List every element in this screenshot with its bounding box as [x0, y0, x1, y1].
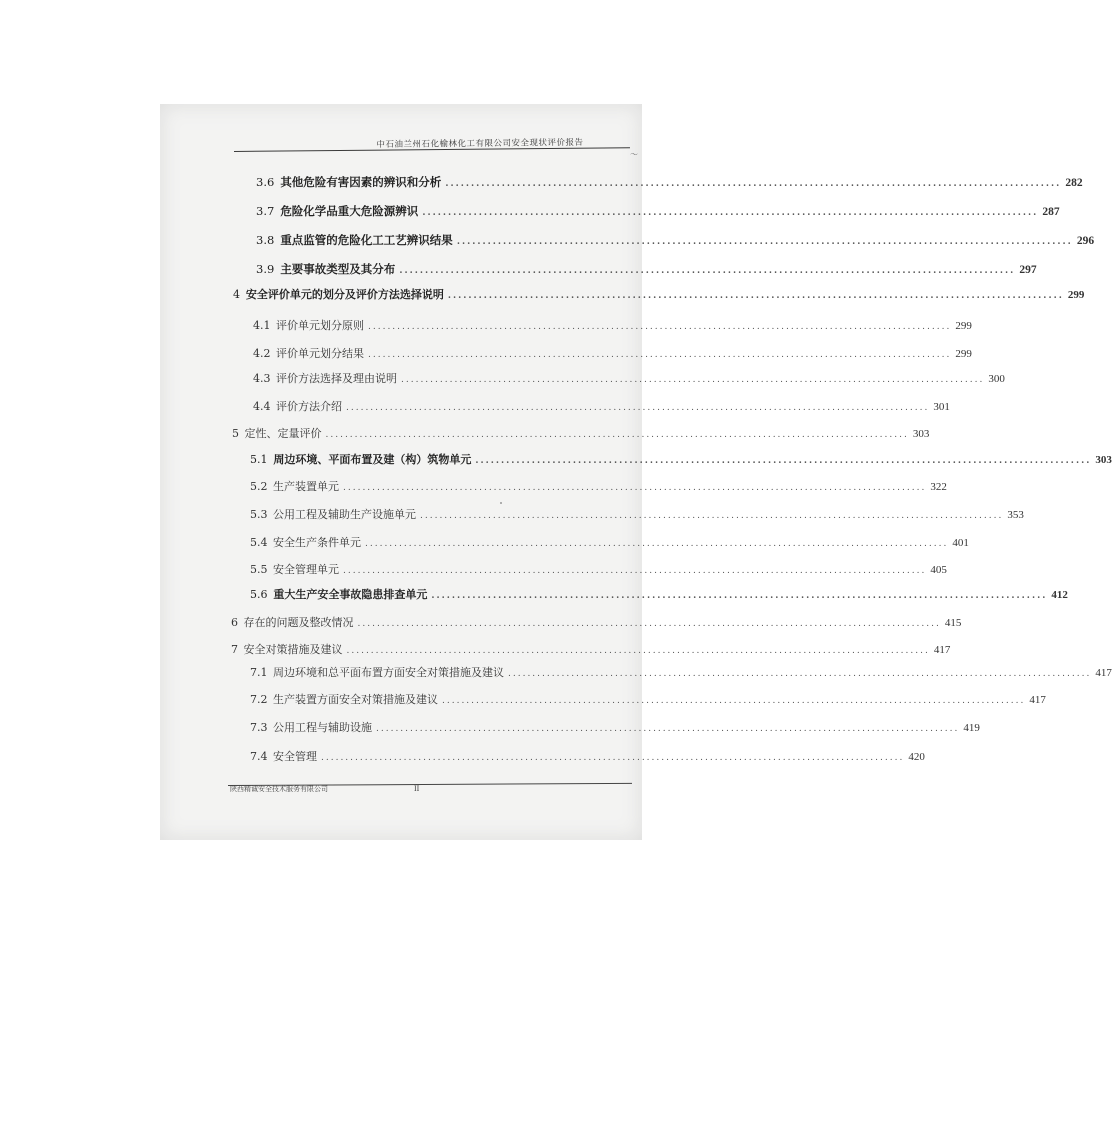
toc-entry-page: 299: [955, 348, 972, 360]
table-of-contents: [160, 104, 1112, 840]
toc-entry-title: 安全对策措施及建议: [243, 643, 343, 656]
toc-entry-title: 公用工程与辅助设施: [273, 721, 372, 734]
toc-entry-heading: [232, 425, 322, 441]
toc-entry-title: 重点监管的危险化工工艺辨识结果: [280, 233, 453, 247]
toc-entry-page: 412: [1051, 589, 1068, 601]
toc-entry-number: 4.1: [253, 319, 271, 332]
toc-entry-page: 300: [988, 373, 1005, 385]
toc-entry: [250, 534, 969, 550]
toc-entry-title: 评价单元划分原则: [276, 319, 364, 332]
toc-dot-leader: [358, 619, 941, 629]
toc-entry-number: 7.1: [250, 666, 268, 679]
toc-entry-number: 7.2: [250, 693, 268, 706]
toc-entry: [232, 425, 930, 441]
toc-dot-leader: [420, 511, 1003, 521]
toc-entry-number: 4: [233, 288, 240, 301]
toc-entry-page: 303: [1095, 454, 1112, 466]
toc-entry: [250, 719, 980, 735]
toc-entry: [253, 370, 1005, 386]
toc-dot-leader: [457, 237, 1073, 247]
toc-entry-title: 评价方法介绍: [276, 400, 342, 413]
toc-entry: [250, 664, 1112, 680]
toc-entry-heading: [256, 174, 441, 190]
toc-dot-leader: [347, 646, 930, 656]
toc-entry-title: 其他危险有害因素的辨识和分析: [280, 175, 442, 189]
toc-entry: [256, 203, 1060, 219]
toc-entry-number: 5.1: [250, 453, 268, 466]
toc-entry-page: 282: [1065, 177, 1083, 189]
toc-entry: [250, 451, 1112, 467]
toc-entry-page: 420: [908, 751, 925, 763]
toc-dot-leader: [399, 266, 1015, 276]
toc-dot-leader: [346, 403, 929, 413]
toc-entry-number: 4.2: [253, 347, 271, 360]
toc-entry-number: 5.3: [250, 508, 268, 521]
toc-dot-leader: [431, 591, 1047, 601]
toc-entry: [250, 691, 1046, 707]
toc-dot-leader: [448, 291, 1064, 301]
toc-entry-number: 3.9: [256, 262, 275, 276]
toc-entry-page: 296: [1076, 235, 1095, 247]
toc-entry-page: 299: [955, 320, 972, 332]
toc-entry-heading: [250, 719, 372, 735]
toc-dot-leader: [321, 753, 904, 763]
toc-dot-leader: [376, 724, 959, 734]
toc-entry-heading: [253, 345, 364, 361]
toc-entry: [256, 174, 1083, 190]
header-mark: 〜: [630, 150, 638, 159]
toc-entry-title: 安全评价单元的划分及评价方法选择说明: [245, 288, 444, 301]
toc-entry-heading: [250, 664, 504, 680]
toc-dot-leader: [508, 669, 1091, 679]
footer-company: 陕西精诚安全技术服务有限公司: [230, 785, 328, 793]
toc-entry-title: 安全管理单元: [273, 563, 339, 576]
toc-entry-heading: [250, 561, 339, 577]
toc-entry: [250, 561, 947, 577]
toc-entry: [250, 506, 1024, 522]
toc-entry-title: 生产装置方面安全对策措施及建议: [273, 693, 438, 706]
toc-entry-page: 353: [1007, 509, 1024, 521]
toc-entry-page: 287: [1042, 206, 1060, 218]
toc-entry-number: 5: [232, 427, 239, 440]
toc-entry-title: 安全生产条件单元: [273, 536, 361, 549]
toc-entry-heading: [253, 317, 364, 333]
toc-dot-leader: [343, 566, 926, 576]
toc-entry: [250, 748, 925, 764]
toc-entry-heading: [253, 398, 342, 414]
toc-entry: [231, 614, 962, 630]
toc-entry-heading: [231, 614, 354, 630]
scanned-page: [160, 104, 1112, 840]
toc-dot-leader: [475, 456, 1091, 466]
toc-dot-leader: [401, 375, 984, 385]
toc-entry-number: 7.4: [250, 750, 268, 763]
toc-entry-title: 周边环境、平面布置及建（构）筑物单元: [273, 453, 472, 466]
toc-entry-number: 5.5: [250, 563, 268, 576]
toc-entry-page: 417: [933, 644, 951, 656]
toc-entry-number: 5.2: [250, 480, 268, 493]
toc-entry-heading: [250, 506, 416, 522]
toc-entry-page: 299: [1067, 289, 1085, 301]
toc-entry-heading: [253, 370, 397, 386]
toc-entry-title: 存在的问题及整改情况: [243, 616, 354, 629]
toc-entry-number: 7: [231, 643, 238, 656]
toc-entry-page: 417: [1029, 694, 1046, 706]
toc-entry-page: 419: [963, 722, 980, 734]
toc-entry-number: 6: [231, 616, 238, 629]
toc-entry-title: 重大生产安全事故隐患排查单元: [273, 588, 428, 601]
toc-entry-title: 公用工程及辅助生产设施单元: [273, 508, 416, 521]
toc-entry: [256, 232, 1095, 248]
toc-entry: [256, 261, 1037, 277]
toc-entry: [250, 586, 1068, 602]
toc-entry-page: 401: [952, 537, 969, 549]
toc-entry-title: 主要事故类型及其分布: [280, 262, 396, 276]
toc-entry-heading: [250, 478, 339, 494]
toc-entry: [253, 398, 950, 414]
toc-entry-heading: [250, 534, 361, 550]
toc-dot-leader: [445, 179, 1061, 189]
toc-entry-page: 301: [933, 401, 950, 413]
scan-speck: [500, 502, 502, 504]
toc-entry-title: 评价单元划分结果: [276, 347, 364, 360]
toc-entry-heading: [231, 641, 343, 657]
toc-entry-title: 周边环境和总平面布置方面安全对策措施及建议: [273, 666, 504, 679]
toc-entry-heading: [256, 203, 418, 219]
toc-entry-page: 322: [930, 481, 947, 493]
toc-entry-number: 5.6: [250, 588, 268, 601]
toc-entry-page: 415: [944, 617, 962, 629]
toc-entry-page: 417: [1095, 667, 1112, 679]
toc-entry: [253, 317, 972, 333]
toc-entry-title: 评价方法选择及理由说明: [276, 372, 397, 385]
toc-dot-leader: [365, 539, 948, 549]
toc-entry-title: 危险化学品重大危险源辨识: [280, 204, 419, 218]
footer-page-number: II: [414, 784, 420, 793]
toc-entry-heading: [250, 691, 438, 707]
toc-entry: [233, 286, 1085, 302]
toc-entry-number: 3.7: [256, 204, 275, 218]
page-header-title: 中石油兰州石化榆林化工有限公司安全现状评价报告: [376, 137, 584, 151]
toc-dot-leader: [368, 322, 951, 332]
toc-entry: [250, 478, 947, 494]
toc-entry-number: 5.4: [250, 536, 268, 549]
toc-entry-page: 297: [1019, 264, 1037, 276]
toc-entry-number: 3.6: [256, 175, 275, 189]
toc-entry-page: 405: [930, 564, 947, 576]
toc-entry: [231, 641, 951, 657]
toc-entry-title: 生产装置单元: [273, 480, 339, 493]
toc-dot-leader: [442, 696, 1025, 706]
toc-entry-heading: [250, 748, 317, 764]
toc-entry: [253, 345, 972, 361]
toc-entry-heading: [250, 586, 427, 602]
toc-entry-title: 安全管理: [273, 750, 317, 763]
toc-dot-leader: [368, 350, 951, 360]
toc-entry-page: 303: [912, 428, 930, 440]
toc-entry-heading: [256, 232, 453, 248]
toc-entry-title: 定性、定量评价: [244, 427, 322, 440]
toc-entry-heading: [256, 261, 395, 277]
toc-entry-heading: [233, 286, 444, 302]
toc-entry-heading: [250, 451, 471, 467]
toc-dot-leader: [343, 483, 926, 493]
toc-entry-number: 3.8: [256, 233, 275, 247]
toc-entry-number: 4.4: [253, 400, 271, 413]
toc-entry-number: 4.3: [253, 372, 271, 385]
toc-dot-leader: [326, 430, 909, 440]
toc-entry-number: 7.3: [250, 721, 268, 734]
toc-dot-leader: [422, 208, 1038, 218]
